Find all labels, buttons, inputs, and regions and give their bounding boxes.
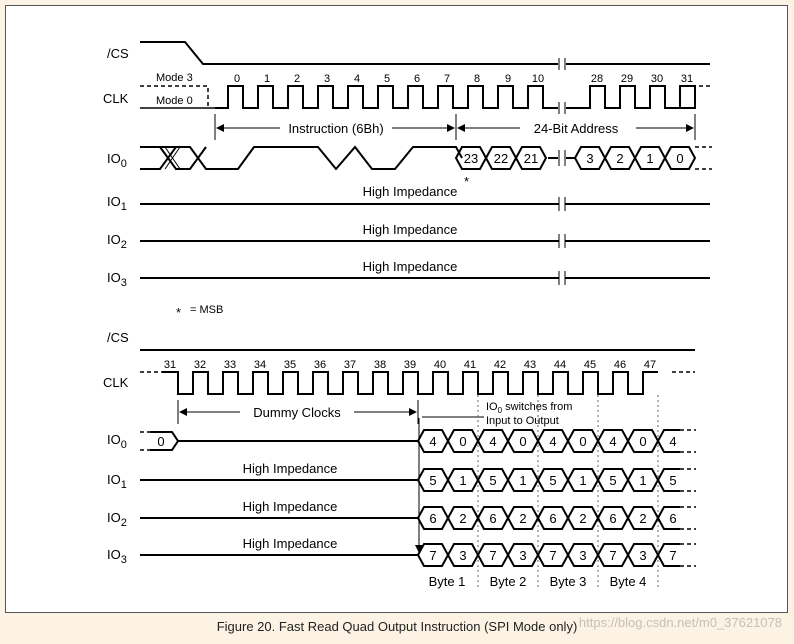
bottom-io3-hi-z: High Impedance [242,536,338,551]
figure-caption: Figure 20. Fast Read Quad Output Instruction (SPI Mode only) [216,619,578,634]
top-io0-instruction-waveform [140,147,462,169]
top-clk-waveform [215,86,558,108]
top-clock-number: 2 [293,73,301,85]
bottom-io1-data-bit-label: 5 [489,473,497,488]
top-io3-hi-z: High Impedance [362,259,458,274]
top-io1-hi-z: High Impedance [362,184,458,199]
top-io0-break [548,150,575,166]
top-clock-number: 31 [680,73,694,85]
bottom-io0-data-bit-label: 0 [639,434,647,449]
bottom-io3-data-bit-label: 7 [609,548,617,563]
top-clock-number: 29 [620,73,634,85]
bottom-clock-number: 37 [343,359,357,371]
bottom-io0-data-bit-label: 0 [519,434,527,449]
bottom-io1-data-bit-label: 1 [519,473,527,488]
bottom-clock-number: 46 [613,359,627,371]
bottom-io3-data-bit-label: 3 [519,548,527,563]
bottom-io2-data-bit-label: 6 [609,511,617,526]
instruction-label: Instruction (6Bh) [288,121,384,136]
top-io2-label: $IO_2$ [107,232,127,251]
bottom-clock-number: 44 [553,359,567,371]
mode0-label: Mode 0 [156,95,193,107]
byte-1-label: Byte 1 [428,574,466,589]
msb-legend-star: * [176,305,182,320]
top-clock-number: 3 [323,73,331,85]
bottom-io2-data-bit-label: 6 [549,511,557,526]
top-io2-hi-z: High Impedance [362,222,458,237]
top-io0-dashed-tail [695,147,712,169]
top-clock-number: 4 [353,73,361,85]
bottom-clock-number: 32 [193,359,207,371]
bottom-clock-number: 31 [163,359,177,371]
bottom-io1-data-bit-label: 1 [639,473,647,488]
top-address-bit-label: 21 [523,151,539,166]
bottom-clock-number: 33 [223,359,237,371]
bottom-clock-number: 40 [433,359,447,371]
watermark: https://blog.csdn.net/m0_37621078 [578,615,782,630]
top-clock-number: 8 [473,73,481,85]
top-clk-break [558,102,566,114]
top-address-bit-label: 1 [646,151,654,166]
bottom-io1-data-bit-label: 5 [609,473,617,488]
bottom-io0-data-bit-label: 4 [669,434,677,449]
bottom-io2-data-bit-label: 2 [639,511,647,526]
top-hi-z-breaks [559,197,565,285]
bottom-io3-label: $IO_3$ [107,547,127,566]
top-io0-label: $IO_0$ [107,151,127,170]
bottom-cs-label: /CS [107,330,129,345]
mode3-label: Mode 3 [156,72,193,84]
top-clock-number: 7 [443,73,451,85]
bottom-clock-number: 43 [523,359,537,371]
byte-2-label: Byte 2 [489,574,527,589]
top-clock-numbers [234,73,693,85]
bottom-io3-data-bit-label: 7 [669,548,677,563]
top-clock-number: 5 [383,73,391,85]
top-address-bit-label: 0 [676,151,684,166]
bottom-io3-data-bit-label: 7 [429,548,437,563]
top-address-bits [456,147,695,169]
bottom-clock-number: 42 [493,359,507,371]
bottom-io0-data-bit-label: 4 [429,434,437,449]
bottom-io0-data-bit-label: 4 [549,434,557,449]
top-cs-waveform [140,42,710,64]
bottom-io0-dashed-head [140,432,150,450]
bottom-io1-data-bit-label: 5 [429,473,437,488]
bottom-clk-label: CLK [103,375,129,390]
dummy-clocks-label: Dummy Clocks [253,405,341,420]
top-address-bit-label: 2 [616,151,624,166]
top-cs-break [558,58,566,70]
bottom-io0-data-bit-label: 4 [489,434,497,449]
top-clock-number: 30 [650,73,664,85]
bottom-io2-data-bit-label: 6 [669,511,677,526]
bottom-io2-hi-z: High Impedance [242,499,338,514]
byte-4-label: Byte 4 [609,574,647,589]
bottom-clock-number: 36 [313,359,327,371]
top-address-bit-label: 23 [463,151,479,166]
top-clock-number: 10 [531,73,545,85]
top-address-bit-label: 3 [586,151,594,166]
bottom-clock-number: 39 [403,359,417,371]
top-io1-label: $IO_1$ [107,194,127,213]
bottom-clock-number: 45 [583,359,597,371]
bottom-io1-data-bit-label: 1 [579,473,587,488]
bottom-io1-data-bit-label: 1 [459,473,467,488]
data-buses [418,430,696,566]
bottom-io0-data-bit-label: 0 [459,434,467,449]
bottom-io2-data-bit-label: 2 [579,511,587,526]
bottom-clock-number: 38 [373,359,387,371]
bottom-io2-data-bit-label: 2 [459,511,467,526]
bottom-clock-number: 41 [463,359,477,371]
msb-star: * [464,174,470,189]
top-clock-number: 9 [504,73,512,85]
top-clk-waveform-tail [566,86,695,108]
top-cs-label: /CS [107,46,129,61]
switch-note-line2: Input to Output [486,415,559,427]
bottom-io0-data-bit-label: 0 [579,434,587,449]
bottom-clock-numbers [164,359,656,371]
top-clock-number: 1 [263,73,271,85]
bottom-io2-label: $IO_2$ [107,510,127,529]
bottom-io3-data-bit-label: 3 [639,548,647,563]
bottom-io2-data-bit-label: 2 [519,511,527,526]
msb-legend-text: = MSB [190,304,224,316]
bottom-io0-label: $IO_0$ [107,432,127,451]
bottom-clock-number: 47 [643,359,657,371]
bottom-clock-number: 35 [283,359,297,371]
bottom-io3-data-bit-label: 7 [489,548,497,563]
top-clock-number: 28 [590,73,604,85]
bottom-io0-first-bit-label: 0 [157,434,165,449]
bottom-io1-label: $IO_1$ [107,472,127,491]
top-io3-label: $IO_3$ [107,270,127,289]
bottom-io1-data-bit-label: 5 [549,473,557,488]
bottom-io1-data-bit-label: 5 [669,473,677,488]
bottom-io0-data-bit-label: 4 [609,434,617,449]
address-label: 24-Bit Address [533,121,619,136]
switch-note-line1: $IO_0$ switches from [486,401,573,415]
bottom-clock-number: 34 [253,359,267,371]
bottom-clk-waveform [162,372,658,394]
bottom-io1-hi-z: High Impedance [242,461,338,476]
bottom-io3-data-bit-label: 3 [459,548,467,563]
byte-3-label: Byte 3 [549,574,587,589]
top-clk-label: CLK [103,91,129,106]
bottom-io3-data-bit-label: 3 [579,548,587,563]
bottom-io2-data-bit-label: 6 [429,511,437,526]
top-clock-number: 0 [233,73,241,85]
bottom-io2-data-bit-label: 6 [489,511,497,526]
top-address-bit-label: 22 [493,151,509,166]
top-clock-number: 6 [413,73,421,85]
bottom-io3-data-bit-label: 7 [549,548,557,563]
